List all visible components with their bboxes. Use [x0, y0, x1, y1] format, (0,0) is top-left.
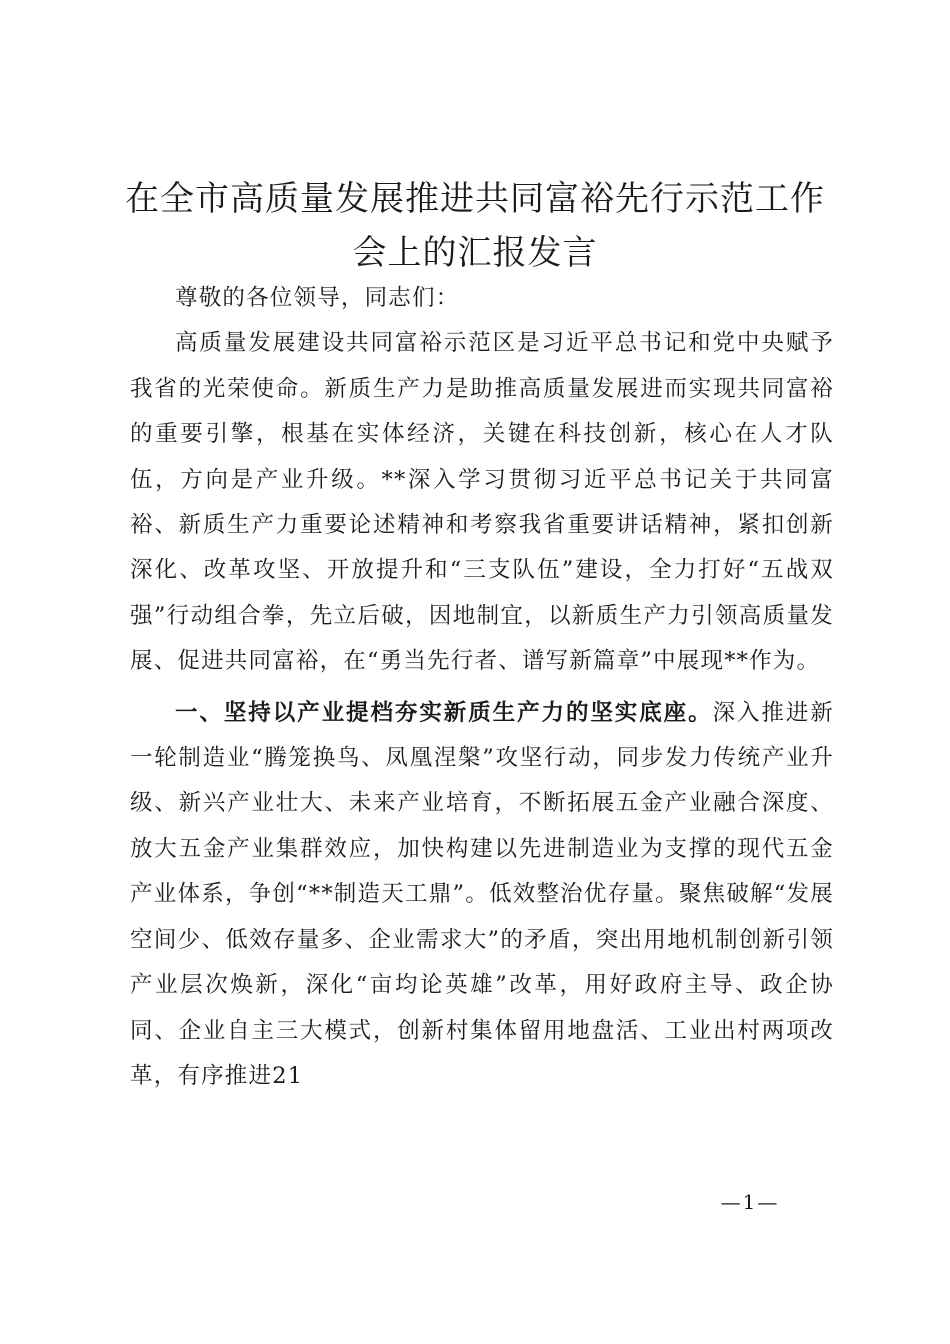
document-body	[130, 276, 834, 1099]
document-title: 在全市高质量发展推进共同富裕先行示范工作会上的汇报发言	[125, 179, 825, 273]
intro-paragraph: 高质量发展建设共同富裕示范区是习近平总书记和党中央赋予我省的光荣使命。新质生产力是助推高质量发展进而实现共同富裕的重要引擎，根基在实体经济，关键在科技创新，核心在人才队伍，方向是产业升级。**深入学习贯彻习近平总书记关于共同富裕、新质生产力重要论述精神和考察我省重要讲话精神，紧扣创新深化、改革攻坚、开放提升和“三支队伍”建设，全力打好“五战双强”行动组合拳，先立后破，因地制宜，以新质生产力引领高质量发展、促进共同富裕，在“勇当先行者、谱写新篇章”中展现**作为。	[130, 330, 834, 675]
salutation: 尊敬的各位领导，同志们：	[175, 285, 460, 311]
section-1-paragraph	[130, 691, 834, 1100]
page-number: —1—	[720, 1190, 780, 1214]
section-1-heading: 一、坚持以产业提档夯实新质生产力的坚实底座。	[175, 699, 713, 726]
section-1-body: 深入推进新一轮制造业“腾笼换鸟、凤凰涅槃”攻坚行动，同步发力传统产业升级、新兴产业壮大、未来产业培育，不断拓展五金产业融合深度、放大五金产业集群效应，加快构建以先进制造业为支撑的现代五金产业体系，争创“**制造天工鼎”。低效整治优存量。聚焦破解“发展空间少、低效存量多、企业需求大”的矛盾，突出用地机制创新引领产业层次焕新，深化“亩均论英雄”改革，用好政府主导、政企协同、企业自主三大模式，创新村集体留用地盘活、工业出村两项改革，有序推进21	[130, 699, 834, 1089]
